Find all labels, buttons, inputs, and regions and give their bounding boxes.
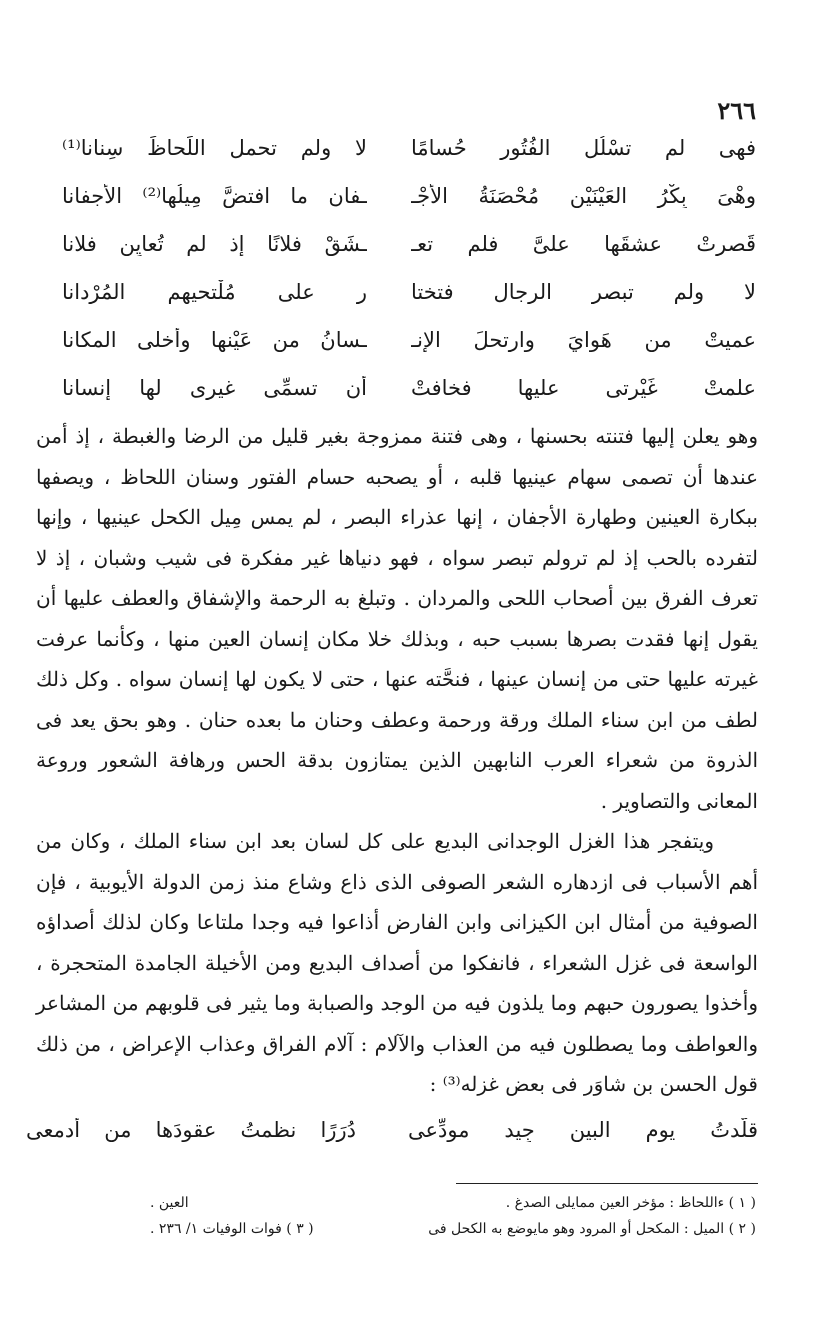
verse-second-hemistich: أن تسمِّى غيرى لها إنسانا [62, 376, 367, 400]
verse-first-hemistich: وهْىَ بِكْرُ العَيْنَيْن مُحْصَنَةُ الأجْـ [411, 184, 756, 208]
footnote-1: ( ١ ) ءاللحاظ : مؤخر العين ممايلى الصدغ . [505, 1195, 756, 1211]
verse-first-hemistich: عميتْ من هَوايَ وارتحلَ الإنـ [411, 328, 756, 352]
verse-second-hemistich: ـسانُ من عَيْنها وأخلى المكانا [62, 328, 367, 352]
footnote-1-continuation: العين . [150, 1195, 189, 1211]
footnotes [150, 1190, 756, 1242]
verse-second-hemistich: ر على مُلْتحيهم المُرْدانا [62, 280, 367, 304]
verse [62, 136, 756, 184]
footnote-2: ( ٢ ) الميل : المكحل أو المرود وهو مايوضع به الكحل فى [428, 1221, 756, 1237]
footnote-divider [456, 1183, 758, 1184]
verse [62, 328, 756, 376]
verse-second-hemistich: ـفان ما افتضَّ مِيلُها⁽²⁾ الأجفانا [62, 184, 367, 208]
verse-second-hemistich: دُرَرًا نظمتُ عقودَها من أدمعى [26, 1118, 356, 1142]
page-number: ٢٦٦ [717, 96, 756, 125]
body-text [36, 416, 758, 1105]
verse-first-hemistich: قلَّدتُ يوم البين جِيد مودِّعى [408, 1118, 758, 1142]
paragraph: وهو يعلن إليها فتنته بحسنها ، وهى فتنة ممزوجة بغير قليل من الرضا والغبطة ، إذ أمن عندها أن تصمى سهام عينيها قلبه ، أو يصحبه حسام الفتور وسنان اللحاظ ، ويصفها ببكارة العينين وطهارة الأجفان ، إنها عذراء البصر ، لم يمس مِيل الكحل عينيها ، وإنها لتفرده بالحب إذ لم ترولم تبصر سواه ، فهو دنياها غير مفكرة فى شيب وشبان ، إذ لا تعرف الفرق بين أصحاب اللحى والمردان . وتبلغ به الرحمة والإشفاق والعطف عليها أن يقول إنها فقدت بصرها بسبب حبه ، وبذلك خلا مكان إنسان العين منها ، وكأنما عرفت غيرته عليها حتى من إنسان عينها ، فنحَّته عنها ، حتى لا يكون لها إنسان سواه . وكل ذلك لطف من ابن سناء الملك ورقة ورحمة وعطف وحنان ما بعده حنان . وهو بحق يعد فى الذروة من شعراء العرب النابهين الذين يمتازون بدقة الحس ورهافة الشعور وروعة المعانى والتصاوير . [36, 424, 758, 813]
footnote-3: ( ٣ ) فوات الوفيات ١/ ٢٣٦ . [150, 1221, 314, 1237]
verse [62, 232, 756, 280]
footnote-row [150, 1190, 756, 1216]
verse-first-hemistich: علمتْ غَيْرتى عليها فخافتْ [411, 376, 756, 400]
verse-first-hemistich: لا ولم تبصر الرجال فتختا [411, 280, 756, 304]
poem [62, 136, 756, 424]
footnote-row [150, 1216, 756, 1242]
verse [62, 280, 756, 328]
verse-first-hemistich: فهى لم تسْلُل الفُتُور حُسامًا [411, 136, 756, 160]
quoted-verse [26, 1118, 758, 1162]
verse-second-hemistich: لا ولم تحمل اللِّحاظَ سِنانا⁽¹⁾ [62, 136, 367, 160]
verse-second-hemistich: ـشَقْ فلانًا إذ لم تُعايِن فلانا [62, 232, 367, 256]
verse-first-hemistich: قَصرتْ عشقَها علىَّ فلم تعـ [411, 232, 756, 256]
verse [62, 184, 756, 232]
paragraph: ويتفجر هذا الغزل الوجدانى البديع على كل لسان بعد ابن سناء الملك ، وكان من أهم الأسباب فى ازدهاره الشعر الصوفى الذى ذاع وشاع منذ زمن الدولة الأيوبية ، فإن الصوفية من أمثال ابن الكيزانى وابن الفارض أذاعوا فيه وجدا ملتاعا وكان لذلك أصداؤه الواسعة فى غزل الشعراء ، فانفكوا من أصداف البديع ومن الأخيلة الجامدة المتحجرة ، وأخذوا يصورون حبهم وما يلذون فيه من الوجد والصبابة وما يثير فى قلوبهم من المشاعر والعواطف وما يصطلون فيه من العذاب والآلام : آلام الفراق وعذاب الإعراض ، من ذلك قول الحسن بن شاوَر فى بعض غزله⁽³⁾ : [36, 829, 758, 1096]
